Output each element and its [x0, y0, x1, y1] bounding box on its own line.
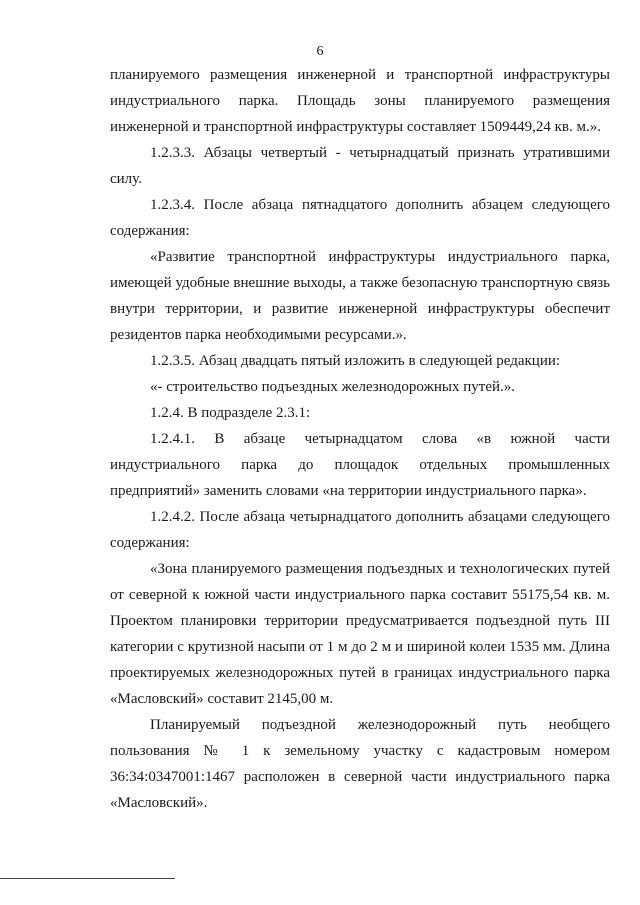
- page-number: 6: [316, 44, 324, 59]
- paragraph-continuation: планируемого размещения инженерной и транспортной инфраструктуры индустриального парка. Площадь зоны планируемого размещения инженерной и транспортной инфраструктуры составляет 1509449,24 кв. м.».: [110, 67, 610, 135]
- paragraph-1-2-3-5: 1.2.3.5. Абзац двадцать пятый изложить в следующей редакции:: [150, 353, 561, 369]
- document-body: [110, 62, 610, 816]
- paragraph-1-2-4-2: 1.2.4.2. После абзаца четырнадцатого дополнить абзацами следующего содержания:: [110, 509, 610, 551]
- paragraph-quote-transport: «Развитие транспортной инфраструктуры индустриального парка, имеющей удобные внешние выходы, а также безопасную транспортную связь внутри территории, и развитие инженерной инфраструктуры обеспечит резидентов парка необходимыми ресурсами.».: [110, 249, 610, 343]
- paragraph-1-2-4: 1.2.4. В подразделе 2.3.1:: [150, 405, 311, 421]
- paragraph-1-2-3-3: 1.2.3.3. Абзацы четвертый - четырнадцатый признать утратившими силу.: [110, 145, 610, 187]
- footer-divider: [0, 878, 175, 879]
- paragraph-1-2-3-4: 1.2.3.4. После абзаца пятнадцатого дополнить абзацем следующего содержания:: [110, 197, 610, 239]
- paragraph-quote-railway: «- строительство подъездных железнодорожных путей.».: [150, 379, 516, 395]
- paragraph-quote-zone: «Зона планируемого размещения подъездных и технологических путей от северной к южной части индустриального парка составит 55175,54 кв. м. Проектом планировки территории предусматривается подъездной путь III категории с крутизной насыпи от 1 м до 2 м и шириной колеи 1535 мм. Длина проектируемых железнодорожных путей в границах индустриального парка «Масловский» составит 2145,00 м.: [110, 561, 610, 707]
- paragraph-planned-track: Планируемый подъездной железнодорожный путь необщего пользования № 1 к земельному участку с кадастровым номером 36:34:0347001:1467 расположен в северной части индустриального парка «Масловский».: [110, 717, 610, 811]
- paragraph-1-2-4-1: 1.2.4.1. В абзаце четырнадцатом слова «в южной части индустриального парка до площадок отдельных промышленных предприятий» заменить словами «на территории индустриального парка».: [110, 431, 610, 499]
